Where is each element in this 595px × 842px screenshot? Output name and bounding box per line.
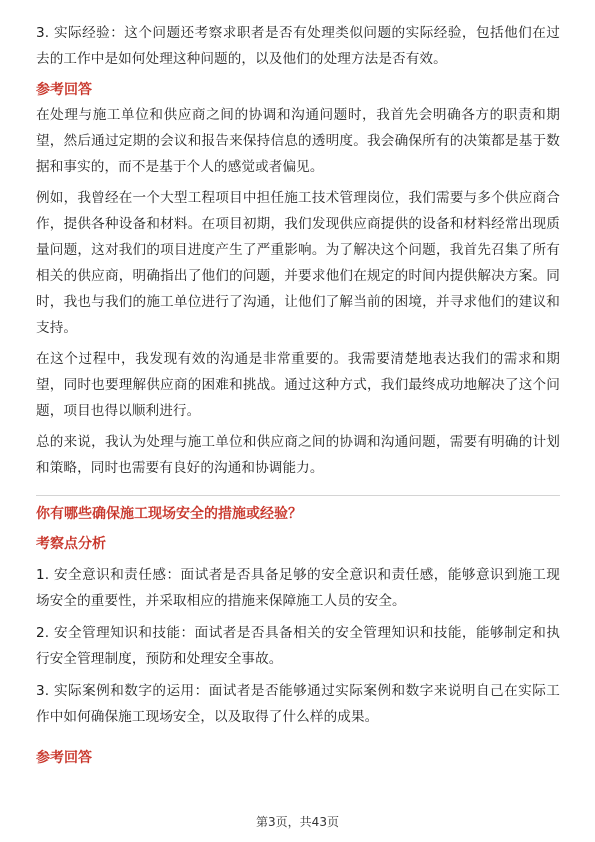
- answer-paragraph: 总的来说，我认为处理与施工单位和供应商之间的协调和沟通问题，需要有明确的计划和策略，同时也需要有良好的沟通和协调能力。: [36, 434, 560, 476]
- analysis-point: 2. 安全管理知识和技能：面试者是否具备相关的安全管理知识和技能，能够制定和执行安全管理制度，预防和处理安全事故。: [36, 625, 560, 667]
- answer-paragraph: 例如，我曾经在一个大型工程项目中担任施工技术管理岗位，我们需要与多个供应商合作，提供各种设备和材料。在项目初期，我们发现供应商提供的设备和材料经常出现质量问题，这对我们的项目进度产生了严重影响。为了解决这个问题，我首先召集了所有相关的供应商，明确指出了他们的问题，并要求他们在规定的时间内提供解决方案。同时，我也与我们的施工单位进行了沟通，让他们了解当前的困境，并寻求他们的建议和支持。: [36, 190, 560, 336]
- question-title: 你有哪些确保施工现场安全的措施或经验？: [36, 506, 302, 522]
- analysis-heading: 考察点分析: [36, 536, 106, 552]
- answer-paragraph: 在这个过程中，我发现有效的沟通是非常重要的。我需要清楚地表达我们的需求和期望，同时也要理解供应商的困难和挑战。通过这种方式，我们最终成功地解决了这个问题，项目也得以顺利进行。: [36, 351, 560, 419]
- intro-point: 3. 实际经验：这个问题还考察求职者是否有处理类似问题的实际经验，包括他们在过去的工作中是如何处理这种问题的，以及他们的处理方法是否有效。: [36, 25, 560, 67]
- analysis-point: 3. 实际案例和数字的运用：面试者是否能够通过实际案例和数字来说明自己在实际工作中如何确保施工现场安全，以及取得了什么样的成果。: [36, 683, 560, 725]
- answer-paragraph: 在处理与施工单位和供应商之间的协调和沟通问题时，我首先会明确各方的职责和期望，然后通过定期的会议和报告来保持信息的透明度。我会确保所有的决策都是基于数据和事实的，而不是基于个人的感觉或者偏见。: [36, 107, 560, 175]
- answer-heading-2: 参考回答: [36, 750, 92, 766]
- analysis-list: [36, 562, 560, 730]
- analysis-point: 1. 安全意识和责任感：面试者是否具备足够的安全意识和责任感，能够意识到施工现场安全的重要性，并采取相应的措施来保障施工人员的安全。: [36, 567, 560, 609]
- answer-heading: 参考回答: [36, 82, 92, 98]
- document-page: [36, 20, 560, 770]
- section-divider: [36, 495, 560, 496]
- page-number: 第3页，共43页: [256, 815, 339, 829]
- answer-body: [36, 102, 560, 481]
